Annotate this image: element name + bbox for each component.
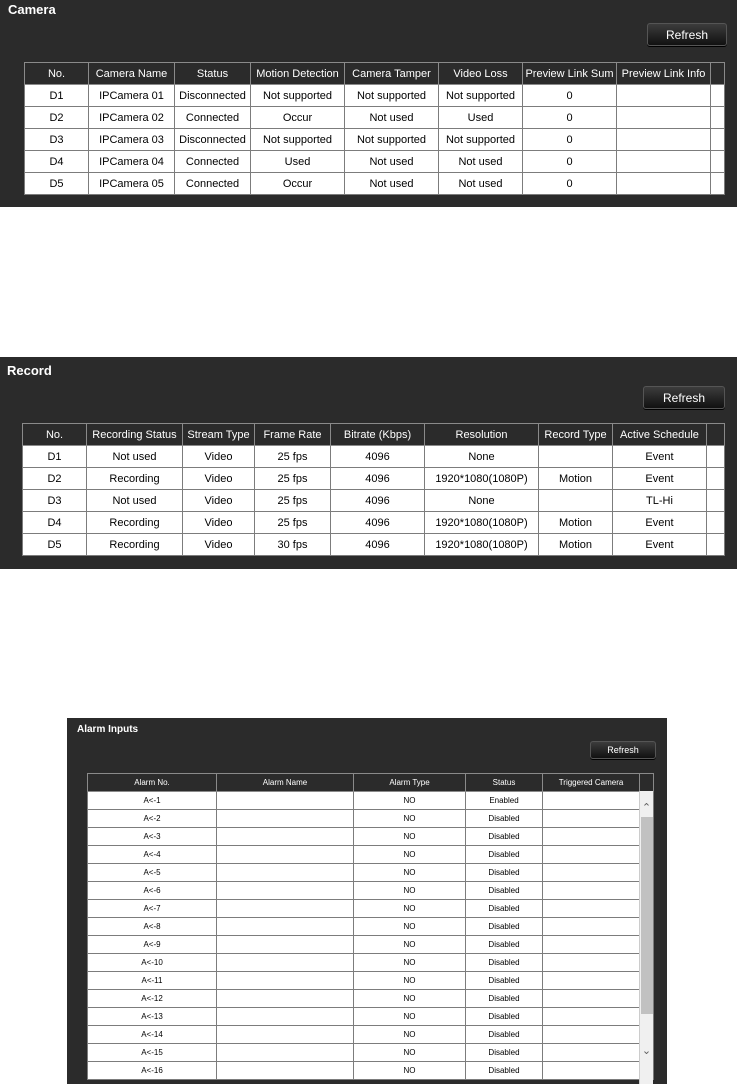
table-cell: 25 fps [255, 446, 331, 468]
table-cell: IPCamera 05 [89, 173, 175, 195]
table-cell: Disabled [466, 864, 543, 882]
table-row[interactable] [23, 490, 725, 512]
table-cell: NO [354, 918, 466, 936]
table-cell [543, 810, 640, 828]
table-cell: 25 fps [255, 468, 331, 490]
table-cell: Video [183, 490, 255, 512]
table-row[interactable] [88, 990, 654, 1008]
table-cell: Not used [87, 446, 183, 468]
table-cell: Disabled [466, 1044, 543, 1062]
table-cell: Disconnected [175, 85, 251, 107]
table-row[interactable] [25, 173, 725, 195]
table-cell: D3 [25, 129, 89, 151]
table-cell: Event [613, 468, 707, 490]
alarm-panel-title: Alarm Inputs [77, 724, 139, 735]
table-cell: A<-8 [88, 918, 217, 936]
row-spacer [707, 490, 725, 512]
table-cell: Disabled [466, 1008, 543, 1026]
record-header-spacer [707, 424, 725, 446]
table-cell: Disabled [466, 918, 543, 936]
table-cell: A<-4 [88, 846, 217, 864]
table-cell [217, 1026, 354, 1044]
table-cell: Not used [87, 490, 183, 512]
table-cell [217, 864, 354, 882]
table-cell [217, 846, 354, 864]
row-spacer [711, 129, 725, 151]
table-cell: Used [251, 151, 345, 173]
table-cell [217, 936, 354, 954]
table-row[interactable] [88, 864, 654, 882]
table-cell: Event [613, 512, 707, 534]
alarm-column-header: Status [466, 774, 543, 792]
table-cell: A<-1 [88, 792, 217, 810]
table-cell: Not used [439, 173, 523, 195]
table-cell [217, 954, 354, 972]
table-cell: Occur [251, 173, 345, 195]
table-cell: 0 [523, 173, 617, 195]
table-cell [543, 954, 640, 972]
camera-column-header: Status [175, 63, 251, 85]
table-row[interactable] [25, 85, 725, 107]
table-cell: Not supported [251, 129, 345, 151]
table-cell: Video [183, 534, 255, 556]
camera-column-header: Preview Link Sum [523, 63, 617, 85]
table-cell: NO [354, 1008, 466, 1026]
table-cell: 4096 [331, 446, 425, 468]
table-row[interactable] [88, 972, 654, 990]
table-cell: Event [613, 534, 707, 556]
table-cell: NO [354, 1026, 466, 1044]
table-cell: None [425, 446, 539, 468]
table-cell: D4 [23, 512, 87, 534]
table-cell: D2 [25, 107, 89, 129]
row-spacer [711, 173, 725, 195]
table-cell: NO [354, 864, 466, 882]
table-cell [543, 882, 640, 900]
table-cell: A<-2 [88, 810, 217, 828]
table-cell [217, 972, 354, 990]
table-cell [543, 990, 640, 1008]
table-cell [217, 810, 354, 828]
table-cell [217, 1062, 354, 1080]
table-cell: 0 [523, 151, 617, 173]
table-cell: D1 [25, 85, 89, 107]
alarm-table-scrollbar[interactable] [639, 791, 653, 1084]
table-cell: Not used [345, 173, 439, 195]
table-cell: Occur [251, 107, 345, 129]
record-column-header: Frame Rate [255, 424, 331, 446]
row-spacer [707, 446, 725, 468]
camera-panel [0, 0, 737, 207]
row-spacer [707, 534, 725, 556]
table-row[interactable] [88, 828, 654, 846]
table-row[interactable] [88, 1062, 654, 1080]
record-column-header: Stream Type [183, 424, 255, 446]
table-cell: 1920*1080(1080P) [425, 468, 539, 490]
table-cell: Not used [439, 151, 523, 173]
table-cell: 4096 [331, 512, 425, 534]
table-cell: 0 [523, 85, 617, 107]
table-cell: Motion [539, 534, 613, 556]
row-spacer [711, 151, 725, 173]
table-cell [217, 828, 354, 846]
table-cell [543, 864, 640, 882]
table-cell: Connected [175, 107, 251, 129]
table-cell: Disabled [466, 882, 543, 900]
table-cell: Enabled [466, 792, 543, 810]
table-cell [217, 1044, 354, 1062]
record-column-header: Resolution [425, 424, 539, 446]
table-cell [539, 490, 613, 512]
table-cell [543, 1008, 640, 1026]
row-spacer [711, 107, 725, 129]
table-cell: NO [354, 882, 466, 900]
alarm-table-header [88, 774, 654, 792]
table-cell: Disabled [466, 1062, 543, 1080]
alarm-column-header: Alarm No. [88, 774, 217, 792]
camera-table [24, 62, 725, 195]
table-cell: NO [354, 972, 466, 990]
table-cell [617, 129, 711, 151]
camera-column-header: Camera Name [89, 63, 175, 85]
scrollbar-thumb[interactable] [641, 817, 653, 1014]
table-cell: Not supported [251, 85, 345, 107]
table-cell: A<-11 [88, 972, 217, 990]
table-cell: NO [354, 846, 466, 864]
table-cell: 0 [523, 107, 617, 129]
table-cell: TL-Hi [613, 490, 707, 512]
camera-column-header: Camera Tamper [345, 63, 439, 85]
table-cell: Disabled [466, 900, 543, 918]
table-cell: A<-14 [88, 1026, 217, 1044]
table-cell: Video [183, 512, 255, 534]
alarm-table [87, 773, 654, 1080]
table-cell [217, 882, 354, 900]
table-cell: NO [354, 900, 466, 918]
alarm-header-spacer [640, 774, 654, 792]
table-cell: Disabled [466, 990, 543, 1008]
record-column-header: Bitrate (Kbps) [331, 424, 425, 446]
table-row[interactable] [88, 1044, 654, 1062]
table-cell: Disabled [466, 810, 543, 828]
table-row[interactable] [88, 1008, 654, 1026]
table-cell: Connected [175, 151, 251, 173]
table-row[interactable] [88, 810, 654, 828]
table-cell: Disconnected [175, 129, 251, 151]
table-row[interactable] [88, 954, 654, 972]
table-cell [217, 792, 354, 810]
table-cell: 1920*1080(1080P) [425, 512, 539, 534]
table-cell: Disabled [466, 972, 543, 990]
table-cell: Disabled [466, 1026, 543, 1044]
table-cell: D3 [23, 490, 87, 512]
table-cell: NO [354, 828, 466, 846]
table-cell: NO [354, 1044, 466, 1062]
table-cell: Disabled [466, 936, 543, 954]
table-cell [217, 918, 354, 936]
table-cell: A<-6 [88, 882, 217, 900]
table-cell: 0 [523, 129, 617, 151]
table-cell: D5 [23, 534, 87, 556]
table-cell [543, 972, 640, 990]
table-cell: A<-10 [88, 954, 217, 972]
table-cell: 4096 [331, 468, 425, 490]
camera-header-spacer [711, 63, 725, 85]
table-row[interactable] [23, 446, 725, 468]
table-cell: 25 fps [255, 512, 331, 534]
table-row[interactable] [88, 918, 654, 936]
table-row[interactable] [23, 468, 725, 490]
camera-column-header: Video Loss [439, 63, 523, 85]
table-cell: Recording [87, 468, 183, 490]
table-cell [217, 990, 354, 1008]
table-row[interactable] [25, 107, 725, 129]
alarm-panel [67, 718, 667, 1084]
table-cell [543, 936, 640, 954]
table-row[interactable] [25, 151, 725, 173]
record-column-header: Active Schedule [613, 424, 707, 446]
camera-refresh-button[interactable]: Refresh [647, 23, 727, 46]
record-table-header [23, 424, 725, 446]
table-cell: A<-13 [88, 1008, 217, 1026]
table-cell [617, 107, 711, 129]
row-spacer [711, 85, 725, 107]
table-cell: 4096 [331, 490, 425, 512]
table-cell: Recording [87, 512, 183, 534]
table-cell: IPCamera 01 [89, 85, 175, 107]
table-cell [617, 151, 711, 173]
camera-column-header: Motion Detection [251, 63, 345, 85]
table-cell: A<-12 [88, 990, 217, 1008]
alarm-refresh-button[interactable]: Refresh [590, 741, 656, 759]
table-cell: Not supported [439, 129, 523, 151]
table-row[interactable] [88, 1026, 654, 1044]
table-cell: Event [613, 446, 707, 468]
table-cell: A<-7 [88, 900, 217, 918]
table-cell [217, 900, 354, 918]
table-cell: A<-3 [88, 828, 217, 846]
table-cell: 25 fps [255, 490, 331, 512]
table-cell [543, 1044, 640, 1062]
table-cell: Disabled [466, 828, 543, 846]
table-cell: 30 fps [255, 534, 331, 556]
record-column-header: Record Type [539, 424, 613, 446]
record-table [22, 423, 725, 556]
table-cell: Not used [345, 107, 439, 129]
chevron-up-icon[interactable]: ⌃ [641, 801, 652, 814]
table-cell: Used [439, 107, 523, 129]
table-cell: 1920*1080(1080P) [425, 534, 539, 556]
record-panel-title: Record [7, 363, 52, 378]
table-row[interactable] [88, 882, 654, 900]
table-row[interactable] [88, 900, 654, 918]
table-row[interactable] [23, 534, 725, 556]
table-cell: Recording [87, 534, 183, 556]
table-cell: D2 [23, 468, 87, 490]
table-cell [543, 828, 640, 846]
alarm-column-header: Alarm Name [217, 774, 354, 792]
camera-panel-title: Camera [8, 2, 56, 17]
table-cell [543, 846, 640, 864]
table-cell: 4096 [331, 534, 425, 556]
row-spacer [707, 512, 725, 534]
record-refresh-button[interactable]: Refresh [643, 386, 725, 409]
record-column-header: No. [23, 424, 87, 446]
camera-column-header: No. [25, 63, 89, 85]
table-cell: Not used [345, 151, 439, 173]
record-panel [0, 357, 737, 569]
table-cell: Not supported [345, 129, 439, 151]
row-spacer [707, 468, 725, 490]
table-cell: Not supported [345, 85, 439, 107]
table-cell: D5 [25, 173, 89, 195]
table-cell: A<-9 [88, 936, 217, 954]
table-row[interactable] [88, 792, 654, 810]
table-cell: NO [354, 792, 466, 810]
table-cell: A<-16 [88, 1062, 217, 1080]
camera-table-header [25, 63, 725, 85]
table-row[interactable] [23, 512, 725, 534]
table-cell: D4 [25, 151, 89, 173]
table-cell: NO [354, 990, 466, 1008]
table-cell [543, 1062, 640, 1080]
table-cell: None [425, 490, 539, 512]
table-cell [217, 1008, 354, 1026]
alarm-column-header: Triggered Camera [543, 774, 640, 792]
table-cell [617, 85, 711, 107]
table-cell: A<-15 [88, 1044, 217, 1062]
table-cell: Video [183, 468, 255, 490]
table-cell [543, 1026, 640, 1044]
table-cell: D1 [23, 446, 87, 468]
alarm-column-header: Alarm Type [354, 774, 466, 792]
table-cell: Disabled [466, 846, 543, 864]
table-cell: Not supported [439, 85, 523, 107]
table-row[interactable] [25, 129, 725, 151]
table-cell [617, 173, 711, 195]
camera-column-header: Preview Link Info [617, 63, 711, 85]
table-cell: IPCamera 03 [89, 129, 175, 151]
table-cell: A<-5 [88, 864, 217, 882]
table-cell [543, 900, 640, 918]
chevron-down-icon[interactable]: ⌄ [641, 1044, 652, 1057]
table-cell: NO [354, 936, 466, 954]
table-cell [543, 918, 640, 936]
table-cell: IPCamera 02 [89, 107, 175, 129]
table-cell [543, 792, 640, 810]
table-cell [539, 446, 613, 468]
table-cell: Disabled [466, 954, 543, 972]
table-cell: Motion [539, 512, 613, 534]
table-cell: NO [354, 954, 466, 972]
record-column-header: Recording Status [87, 424, 183, 446]
table-cell: Connected [175, 173, 251, 195]
table-row[interactable] [88, 846, 654, 864]
table-cell: IPCamera 04 [89, 151, 175, 173]
table-cell: Video [183, 446, 255, 468]
table-cell: NO [354, 1062, 466, 1080]
table-cell: Motion [539, 468, 613, 490]
table-cell: NO [354, 810, 466, 828]
table-row[interactable] [88, 936, 654, 954]
